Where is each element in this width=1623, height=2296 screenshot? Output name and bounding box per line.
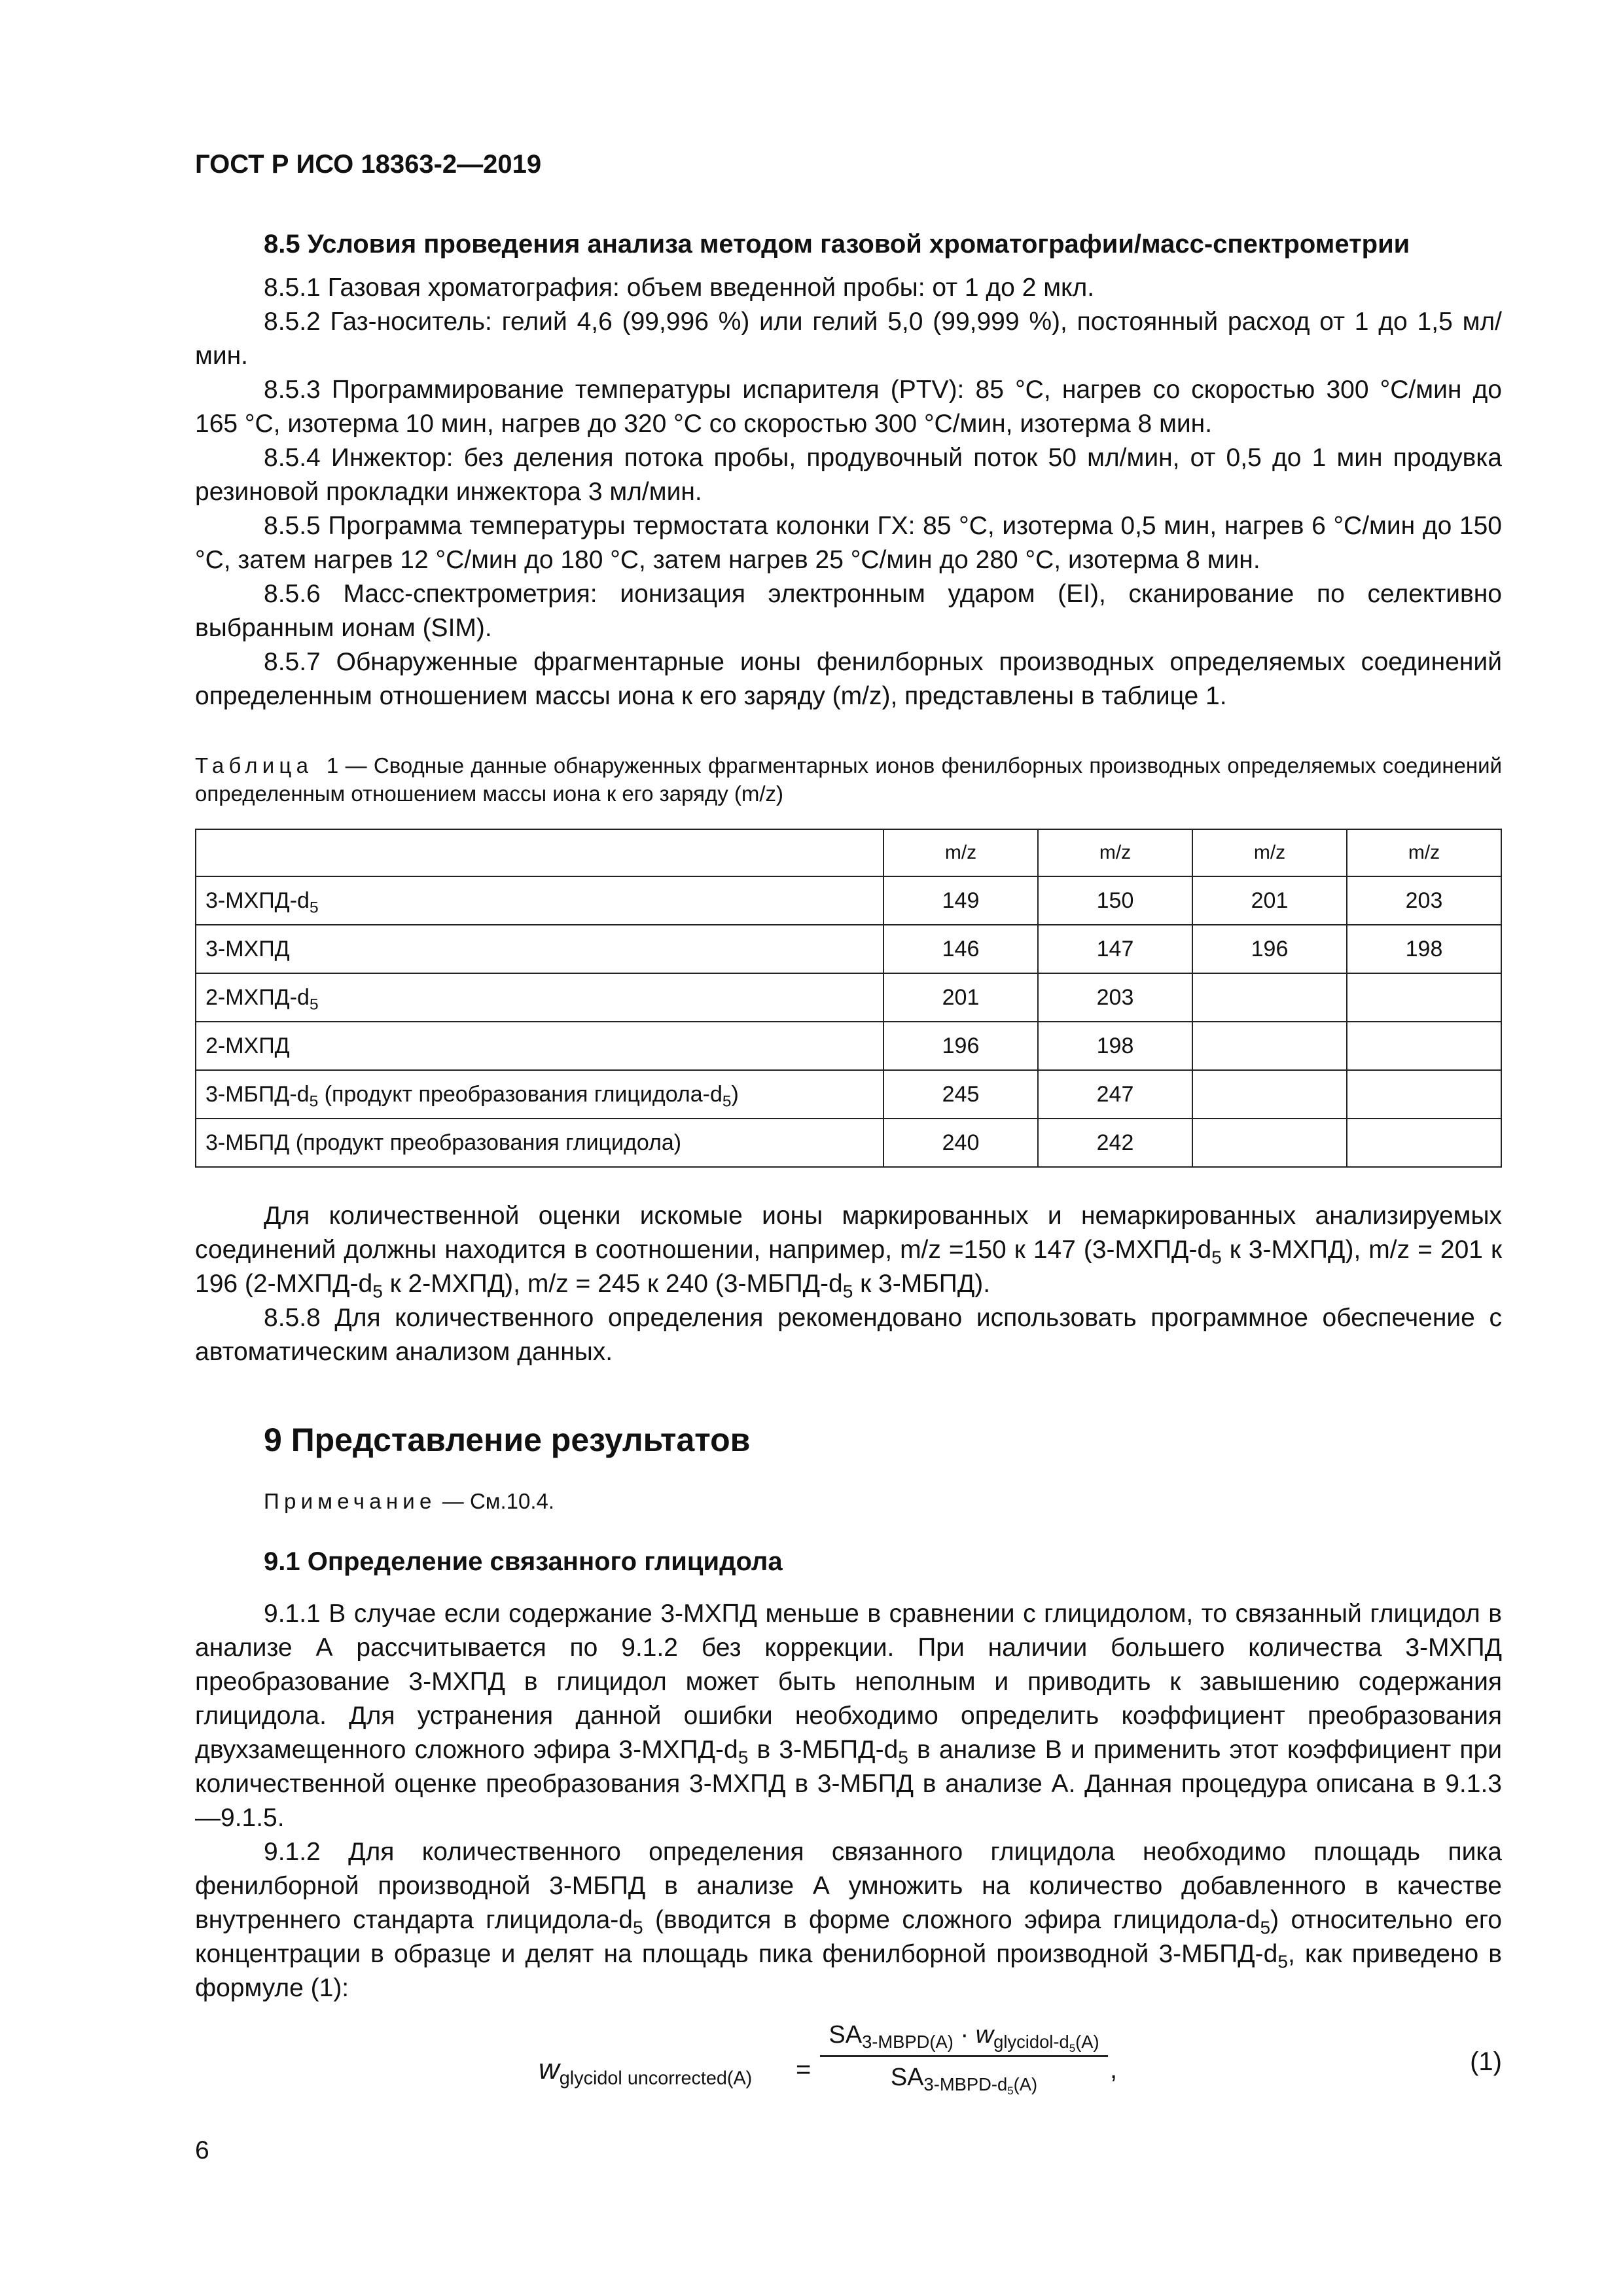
- table-header-cell: m/z: [1038, 829, 1192, 876]
- compound-name-cell: 3-МБПД (продукт преобразования глицидола): [196, 1119, 883, 1167]
- fraction-bar: [820, 2055, 1108, 2057]
- mz-value-cell: 150: [1038, 876, 1192, 925]
- ion-table: [195, 829, 1502, 1168]
- table-row: [196, 973, 1501, 1022]
- paragraph-8-5-5: 8.5.5 Программа температуры термостата колонки ГХ: 85 °С, изотерма 0,5 мин, нагрев 6 °С/мин до 150 °С, затем нагрев 12 °С/мин до 180 °С, затем нагрев 25 °С/мин до 280 °С, изотерма 8 мин.: [195, 512, 1502, 574]
- mz-value-cell: 240: [883, 1119, 1038, 1167]
- paragraph-8-5-2: 8.5.2 Газ-носитель: гелий 4,6 (99,996 %) или гелий 5,0 (99,999 %), постоянный расход от 1 до 1,5 мл/мин.: [195, 308, 1502, 370]
- formula-number: (1): [1470, 2047, 1502, 2076]
- mz-value-cell: 198: [1038, 1022, 1192, 1070]
- mz-value-cell: [1347, 973, 1501, 1022]
- mz-value-cell: [1192, 973, 1347, 1022]
- document-header: ГОСТ Р ИСО 18363-2—2019: [195, 150, 542, 179]
- formula-denominator: $SA_{3-MBPD-d_5(A)}$: [890, 2063, 1038, 2097]
- table-header-cell: [196, 829, 883, 876]
- table-header-cell: m/z: [1347, 829, 1501, 876]
- mz-value-cell: 242: [1038, 1119, 1192, 1167]
- table-header-cell: m/z: [883, 829, 1038, 876]
- compound-name-cell: 3-МХПД: [196, 925, 883, 973]
- note-label: Примечание: [264, 1489, 437, 1513]
- mz-value-cell: 245: [883, 1070, 1038, 1119]
- mz-value-cell: 147: [1038, 925, 1192, 973]
- paragraph-8-5-3: 8.5.3 Программирование температуры испарителя (PTV): 85 °С, нагрев со скоростью 300 °С/мин до 165 °С, изотерма 10 мин, нагрев до 320 °С со скоростью 300 °С/мин, изотерма 8 мин.: [195, 376, 1502, 438]
- mz-value-cell: 196: [883, 1022, 1038, 1070]
- table-header-row: [196, 829, 1501, 876]
- mz-value-cell: 201: [1192, 876, 1347, 925]
- mz-value-cell: 247: [1038, 1070, 1192, 1119]
- formula-1: [195, 2018, 1502, 2117]
- table-row: [196, 876, 1501, 925]
- table-1-caption: [195, 751, 1502, 808]
- compound-name-cell: $3-МХПД-d_5$: [196, 876, 883, 925]
- mz-value-cell: [1192, 1070, 1347, 1119]
- mz-value-cell: 198: [1347, 925, 1501, 973]
- formula-fraction: [820, 2018, 1108, 2097]
- quantification-paragraph: Для количественной оценки искомые ионы маркированных и немаркированных анализируемых соединений должны находится в соотношении, например, m/z =150 к 147 ($3-МХПД-d_5$ к 3-МХПД), m/z = 201 к 196 ($2-МХПД-d_5$ к 2-МХПД), m/z = 245 к 240 ($3-МБПД-d_5$ к 3-МБПД).: [195, 1202, 1503, 1302]
- mz-value-cell: 146: [883, 925, 1038, 973]
- mz-value-cell: 149: [883, 876, 1038, 925]
- chapter-9-title: 9 Представление результатов: [264, 1422, 751, 1458]
- paragraph-9-1-2: 9.1.2 Для количественного определения связанного глицидола необходимо площадь пика фенилборной производной 3-МБПД в анализе А умножить на количество добавленного в качестве внутреннего стандарта глицидола-$d_5$ (вводится в форме сложного эфира глицидола-$d_5$) относительно его концентрации в образце и делят на площадь пика фенилборной производной $3-МБПД-d_5$, как приведено в формуле (1):: [195, 1838, 1502, 2002]
- mz-value-cell: 196: [1192, 925, 1347, 973]
- paragraph-8-5-7: 8.5.7 Обнаруженные фрагментарные ионы фенилборных производных определяемых соединений определенным отношением массы иона к его заряду (m/z), представлены в таблице 1.: [195, 648, 1502, 710]
- table-row: [196, 925, 1501, 973]
- table-row: [196, 1070, 1501, 1119]
- table-row: [196, 1022, 1501, 1070]
- mz-value-cell: [1192, 1022, 1347, 1070]
- compound-name-cell: $2-МХПД-d_5$: [196, 973, 883, 1022]
- compound-name-cell: $3-МБПД-d_5$ (продукт преобразования глицидола-$d_5$): [196, 1070, 883, 1119]
- compound-name-cell: 2-МХПД: [196, 1022, 883, 1070]
- section-9-1-title: 9.1 Определение связанного глицидола: [264, 1547, 783, 1576]
- table-caption-text: 1 — Сводные данные обнаруженных фрагментарных ионов фенилборных производных определяемых соединений определенным отношением массы иона к его заряду (m/z): [195, 753, 1502, 806]
- paragraph-8-5-6: 8.5.6 Масс-спектрометрия: ионизация электронным ударом (EI), сканирование по селективно выбранным ионам (SIM).: [195, 580, 1502, 642]
- paragraph-8-5-4: 8.5.4 Инжектор: без деления потока пробы, продувочный поток 50 мл/мин, от 0,5 до 1 мин продувка резиновой прокладки инжектора 3 мл/мин.: [195, 444, 1502, 506]
- note-text: — См.10.4.: [442, 1489, 555, 1513]
- paragraph-8-5-8: 8.5.8 Для количественного определения рекомендовано использовать программное обеспечение с автоматическим анализом данных.: [195, 1304, 1502, 1366]
- page-number: 6: [195, 2136, 209, 2164]
- formula-equals: =: [796, 2055, 812, 2084]
- mz-value-cell: [1347, 1022, 1501, 1070]
- mz-value-cell: 201: [883, 973, 1038, 1022]
- mz-value-cell: 203: [1038, 973, 1192, 1022]
- table-header-cell: m/z: [1192, 829, 1347, 876]
- mz-value-cell: [1347, 1070, 1501, 1119]
- mz-value-cell: [1347, 1119, 1501, 1167]
- formula-numerator: $SA_{3-MBPD(A)} \cdot w_{glycidol-d_5(A)}$: [829, 2021, 1099, 2055]
- note: [195, 1484, 1502, 1518]
- section-8-5-title: 8.5 Условия проведения анализа методом газовой хроматографии/масс-спектрометрии: [264, 230, 1410, 259]
- table-caption-label: Таблица: [195, 753, 313, 778]
- table-row: [196, 1119, 1501, 1167]
- mz-value-cell: 203: [1347, 876, 1501, 925]
- formula-comma: ,: [1110, 2055, 1118, 2084]
- paragraph-8-5-1: 8.5.1 Газовая хроматография: объем введенной пробы: от 1 до 2 мкл.: [264, 274, 1095, 302]
- mz-value-cell: [1192, 1119, 1347, 1167]
- formula-lhs: $w_{glycidol uncorrected(A)}$: [539, 2053, 753, 2089]
- paragraph-9-1-1: 9.1.1 В случае если содержание 3-МХПД меньше в сравнении с глицидолом, то связанный глицидол в анализе А рассчитывается по 9.1.2 без коррекции. При наличии большего количества 3-МХПД преобразование 3-МХПД в глицидол может быть неполным и приводить к завышению содержания глицидола. Для устранения данной ошибки необходимо определить коэффициент преобразования двухзамещенного сложного эфира $3-МХПД-d_5$ в $3-МБПД-d_5$ в анализе В и применить этот коэффициент при количественной оценке преобразования 3-МХПД в 3-МБПД в анализе А. Данная процедура описана в 9.1.3—9.1.5.: [195, 1600, 1502, 1832]
